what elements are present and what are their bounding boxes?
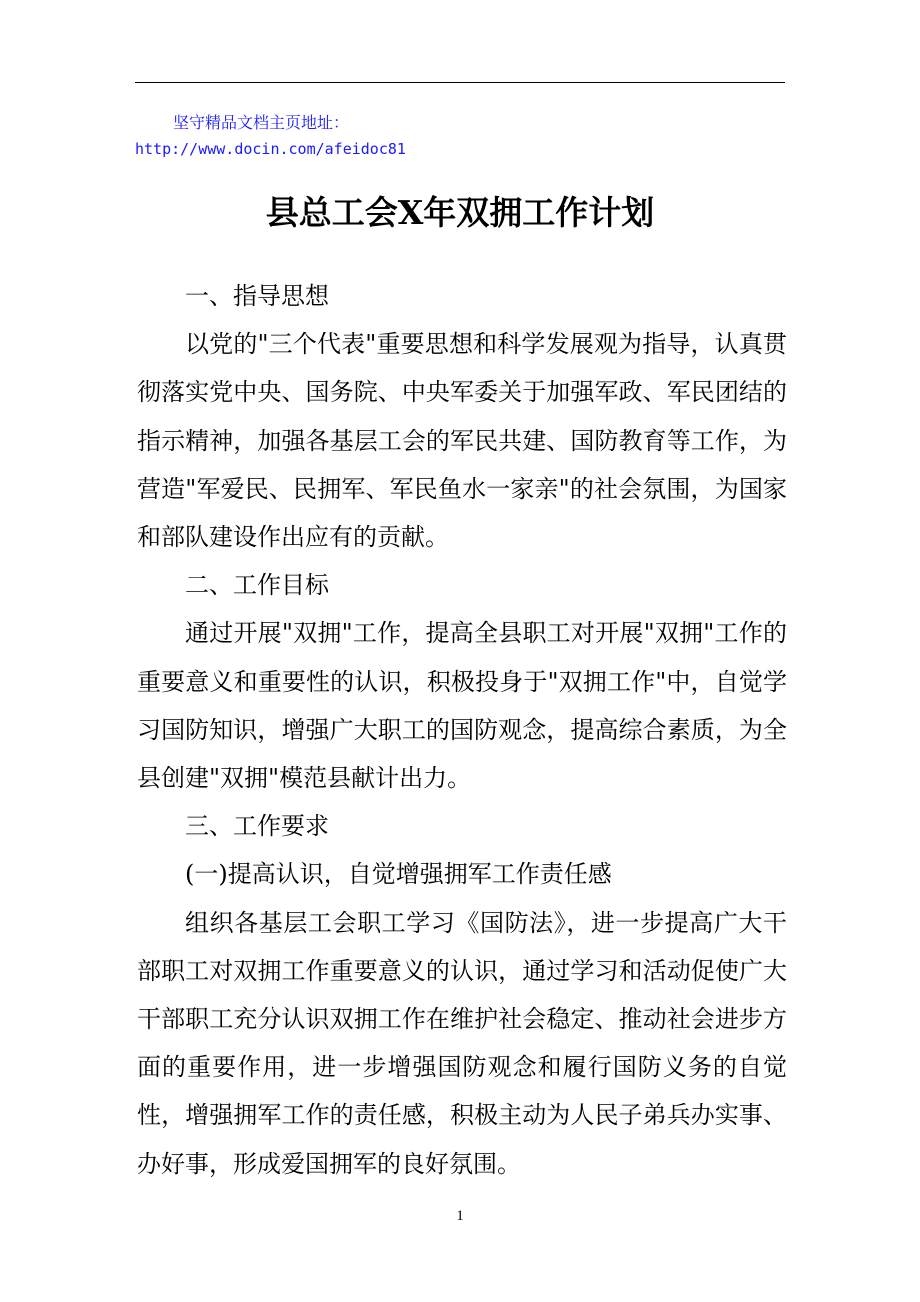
body-paragraph: 以党的"三个代表"重要思想和科学发展观为指导，认真贯彻落实党中央、国务院、中央军委关于加强军政、军民团结的指示精神，加强各基层工会的军民共建、国防教育等工作，为营造"军爱民、民拥军、军民鱼水一家亲"的社会氛围，为国家和部队建设作出应有的贡献。 [137, 330, 787, 552]
page-number: 1 [456, 1208, 464, 1224]
document-body [137, 272, 787, 1188]
document-title: 县总工会X年双拥工作计划 [265, 193, 655, 232]
section-heading-work-goals: 二、工作目标 [185, 571, 329, 600]
homepage-label: 坚守精品文档主页地址： [173, 113, 350, 132]
body-paragraph: 通过开展"双拥"工作，提高全县职工对开展"双拥"工作的重要意义和重要性的认识，积极投身于"双拥工作"中，自觉学习国防知识，增强广大职工的国防观念，提高综合素质，为全县创建"双拥"模范县献计出力。 [137, 619, 787, 793]
header-link-block [135, 110, 785, 162]
header-rule [135, 82, 785, 83]
section-heading-guiding-ideology: 一、指导思想 [185, 282, 329, 310]
homepage-link[interactable]: http://www.docin.com/afeidoc81 [135, 140, 406, 158]
body-paragraph: 组织各基层工会职工学习《国防法》，进一步提高广大干部职工对双拥工作重要意义的认识，通过学习和活动促使广大干部职工充分认识双拥工作在维护社会稳定、推动社会进步方面的重要作用，进一步增强国防观念和履行国防义务的自觉性，增强拥军工作的责任感，积极主动为人民子弟兵办实事、办好事，形成爱国拥军的良好氛围。 [137, 908, 787, 1178]
section-heading-work-requirements: 三、工作要求 [185, 812, 329, 841]
subsection-heading: (一)提高认识，自觉增强拥军工作责任感 [185, 860, 612, 889]
